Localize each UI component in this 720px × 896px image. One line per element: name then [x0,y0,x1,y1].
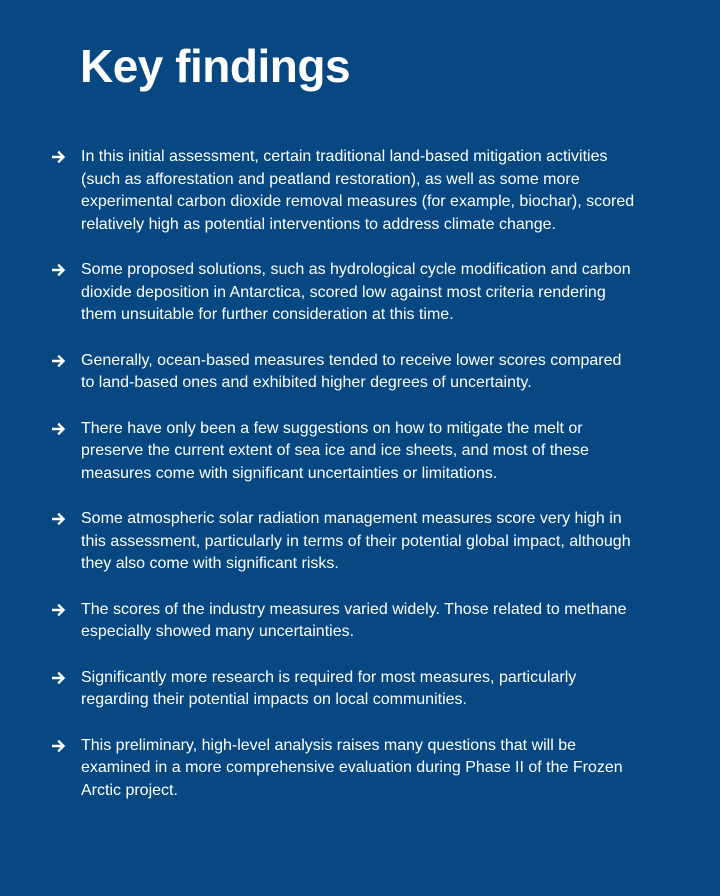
findings-list [81,146,637,802]
finding-item [81,350,637,395]
page-title: Key findings [80,40,351,92]
arrow-right-icon [51,599,67,621]
finding-item [81,146,637,236]
finding-item [81,418,637,486]
finding-text: Some atmospheric solar radiation management measures score very high in this assessment, particularly in terms of their potential global impact, although they also come with significant risks. [81,510,631,572]
arrow-right-icon [51,418,67,440]
finding-item [81,599,637,644]
arrow-right-icon [51,350,67,372]
finding-text: Generally, ocean-based measures tended to receive lower scores compared to land-based ones and exhibited higher degrees of uncertainty. [81,351,622,391]
arrow-right-icon [51,508,67,530]
arrow-right-icon [51,146,67,168]
finding-text: The scores of the industry measures varied widely. Those related to methane especially showed many uncertainties. [81,600,627,640]
finding-item [81,667,637,712]
finding-item [81,735,637,803]
finding-text: In this initial assessment, certain traditional land-based mitigation activities (such as afforestation and peatland restoration), as well as some more experimental carbon dioxide removal measures (for example, biochar), scored relatively high as potential interventions to address climate change. [81,148,635,233]
finding-item [81,508,637,576]
finding-text: This preliminary, high-level analysis raises many questions that will be examined in a more comprehensive evaluation during Phase II of the Frozen Arctic project. [81,736,623,799]
finding-item [81,259,637,327]
arrow-right-icon [51,735,67,757]
finding-text: There have only been a few suggestions on how to mitigate the melt or preserve the current extent of sea ice and ice sheets, and most of these measures come with significant uncertainties or limitations. [81,419,589,482]
arrow-right-icon [51,259,67,281]
finding-text: Some proposed solutions, such as hydrological cycle modification and carbon dioxide deposition in Antarctica, scored low against most criteria rendering them unsuitable for further consideration at this time. [81,261,631,323]
finding-text: Significantly more research is required for most measures, particularly regarding their potential impacts on local communities. [81,668,577,708]
arrow-right-icon [51,667,67,689]
